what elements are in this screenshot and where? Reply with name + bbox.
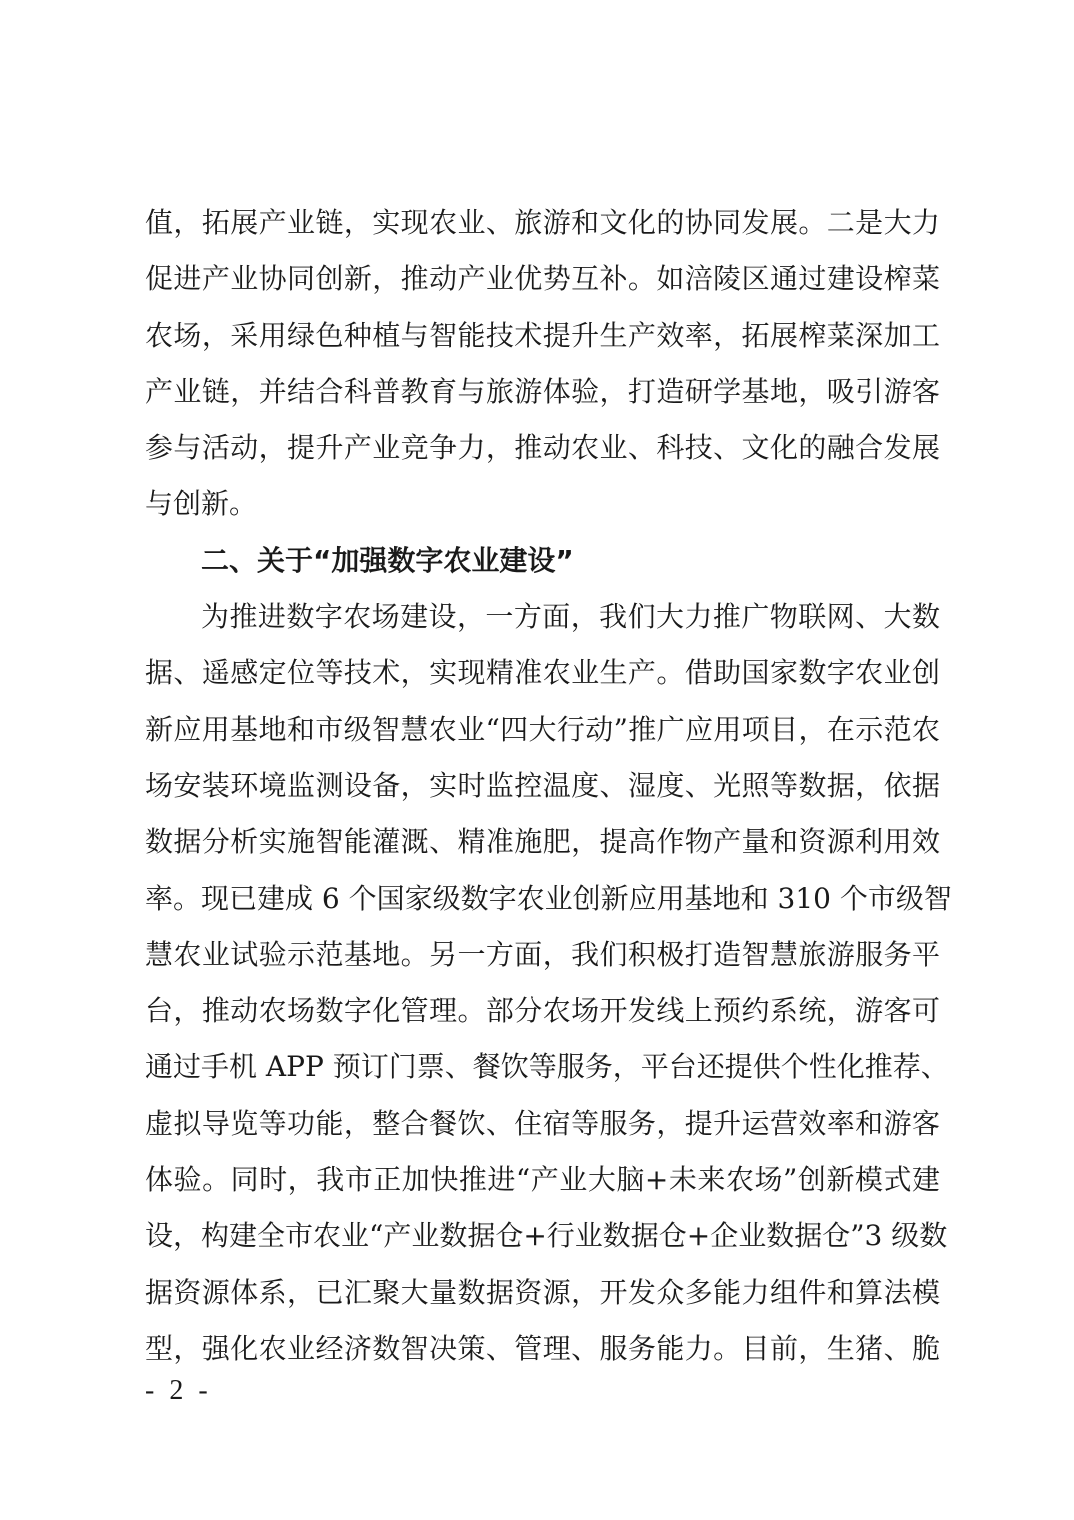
body-text-line: 设，构建全市农业“产业数据仓+行业数据仓+企业数据仓”3 级数 (145, 1219, 948, 1253)
body-text-line: 场安装环境监测设备，实时监控温度、湿度、光照等数据，依据 (145, 768, 940, 802)
body-text-line: 台，推动农场数字化管理。部分农场开发线上预约系统，游客可 (145, 994, 940, 1028)
body-text-line: 与创新。 (145, 487, 258, 521)
body-text-line: 据、遥感定位等技术，实现精准农业生产。借助国家数字农业创 (145, 656, 940, 690)
body-text-line: 值，拓展产业链，实现农业、旅游和文化的协同发展。二是大力 (145, 206, 940, 239)
body-text-line: 参与活动，提升产业竞争力，推动农业、科技、文化的融合发展 (145, 431, 940, 465)
body-text-line: 虚拟导览等功能，整合餐饮、住宿等服务，提升运营效率和游客 (145, 1106, 940, 1140)
body-text-line: 农场，采用绿色种植与智能技术提升生产效率，拓展榨菜深加工 (145, 318, 940, 352)
body-text-line: 数据分析实施智能灌溉、精准施肥，提高作物产量和资源利用效 (145, 825, 940, 859)
body-text-line: 型，强化农业经济数智决策、管理、服务能力。目前，生猪、脆 (145, 1331, 940, 1365)
body-text-line: 率。现已建成 6 个国家级数字农业创新应用基地和 310 个市级智 (145, 881, 952, 915)
document-body (145, 195, 952, 1377)
body-text-line: 为推进数字农场建设，一方面，我们大力推广物联网、大数 (201, 600, 940, 634)
body-text-line: 产业链，并结合科普教育与旅游体验，打造研学基地，吸引游客 (145, 374, 940, 408)
body-text-line: 慧农业试验示范基地。另一方面，我们积极打造智慧旅游服务平 (145, 937, 940, 971)
page-number: - 2 - (145, 1375, 212, 1406)
body-text-line: 通过手机 APP 预订门票、餐饮等服务，平台还提供个性化推荐、 (145, 1050, 949, 1084)
body-text-line: 体验。同时，我市正加快推进“产业大脑+未来农场”创新模式建 (145, 1163, 940, 1197)
body-text-line: 新应用基地和市级智慧农业“四大行动”推广应用项目，在示范农 (145, 712, 940, 746)
body-text-line: 据资源体系，已汇聚大量数据资源，开发众多能力组件和算法模 (145, 1275, 940, 1309)
section-heading: 二、关于“加强数字农业建设” (201, 543, 574, 577)
body-text-line: 促进产业协同创新，推动产业优势互补。如涪陵区通过建设榨菜 (145, 262, 940, 296)
